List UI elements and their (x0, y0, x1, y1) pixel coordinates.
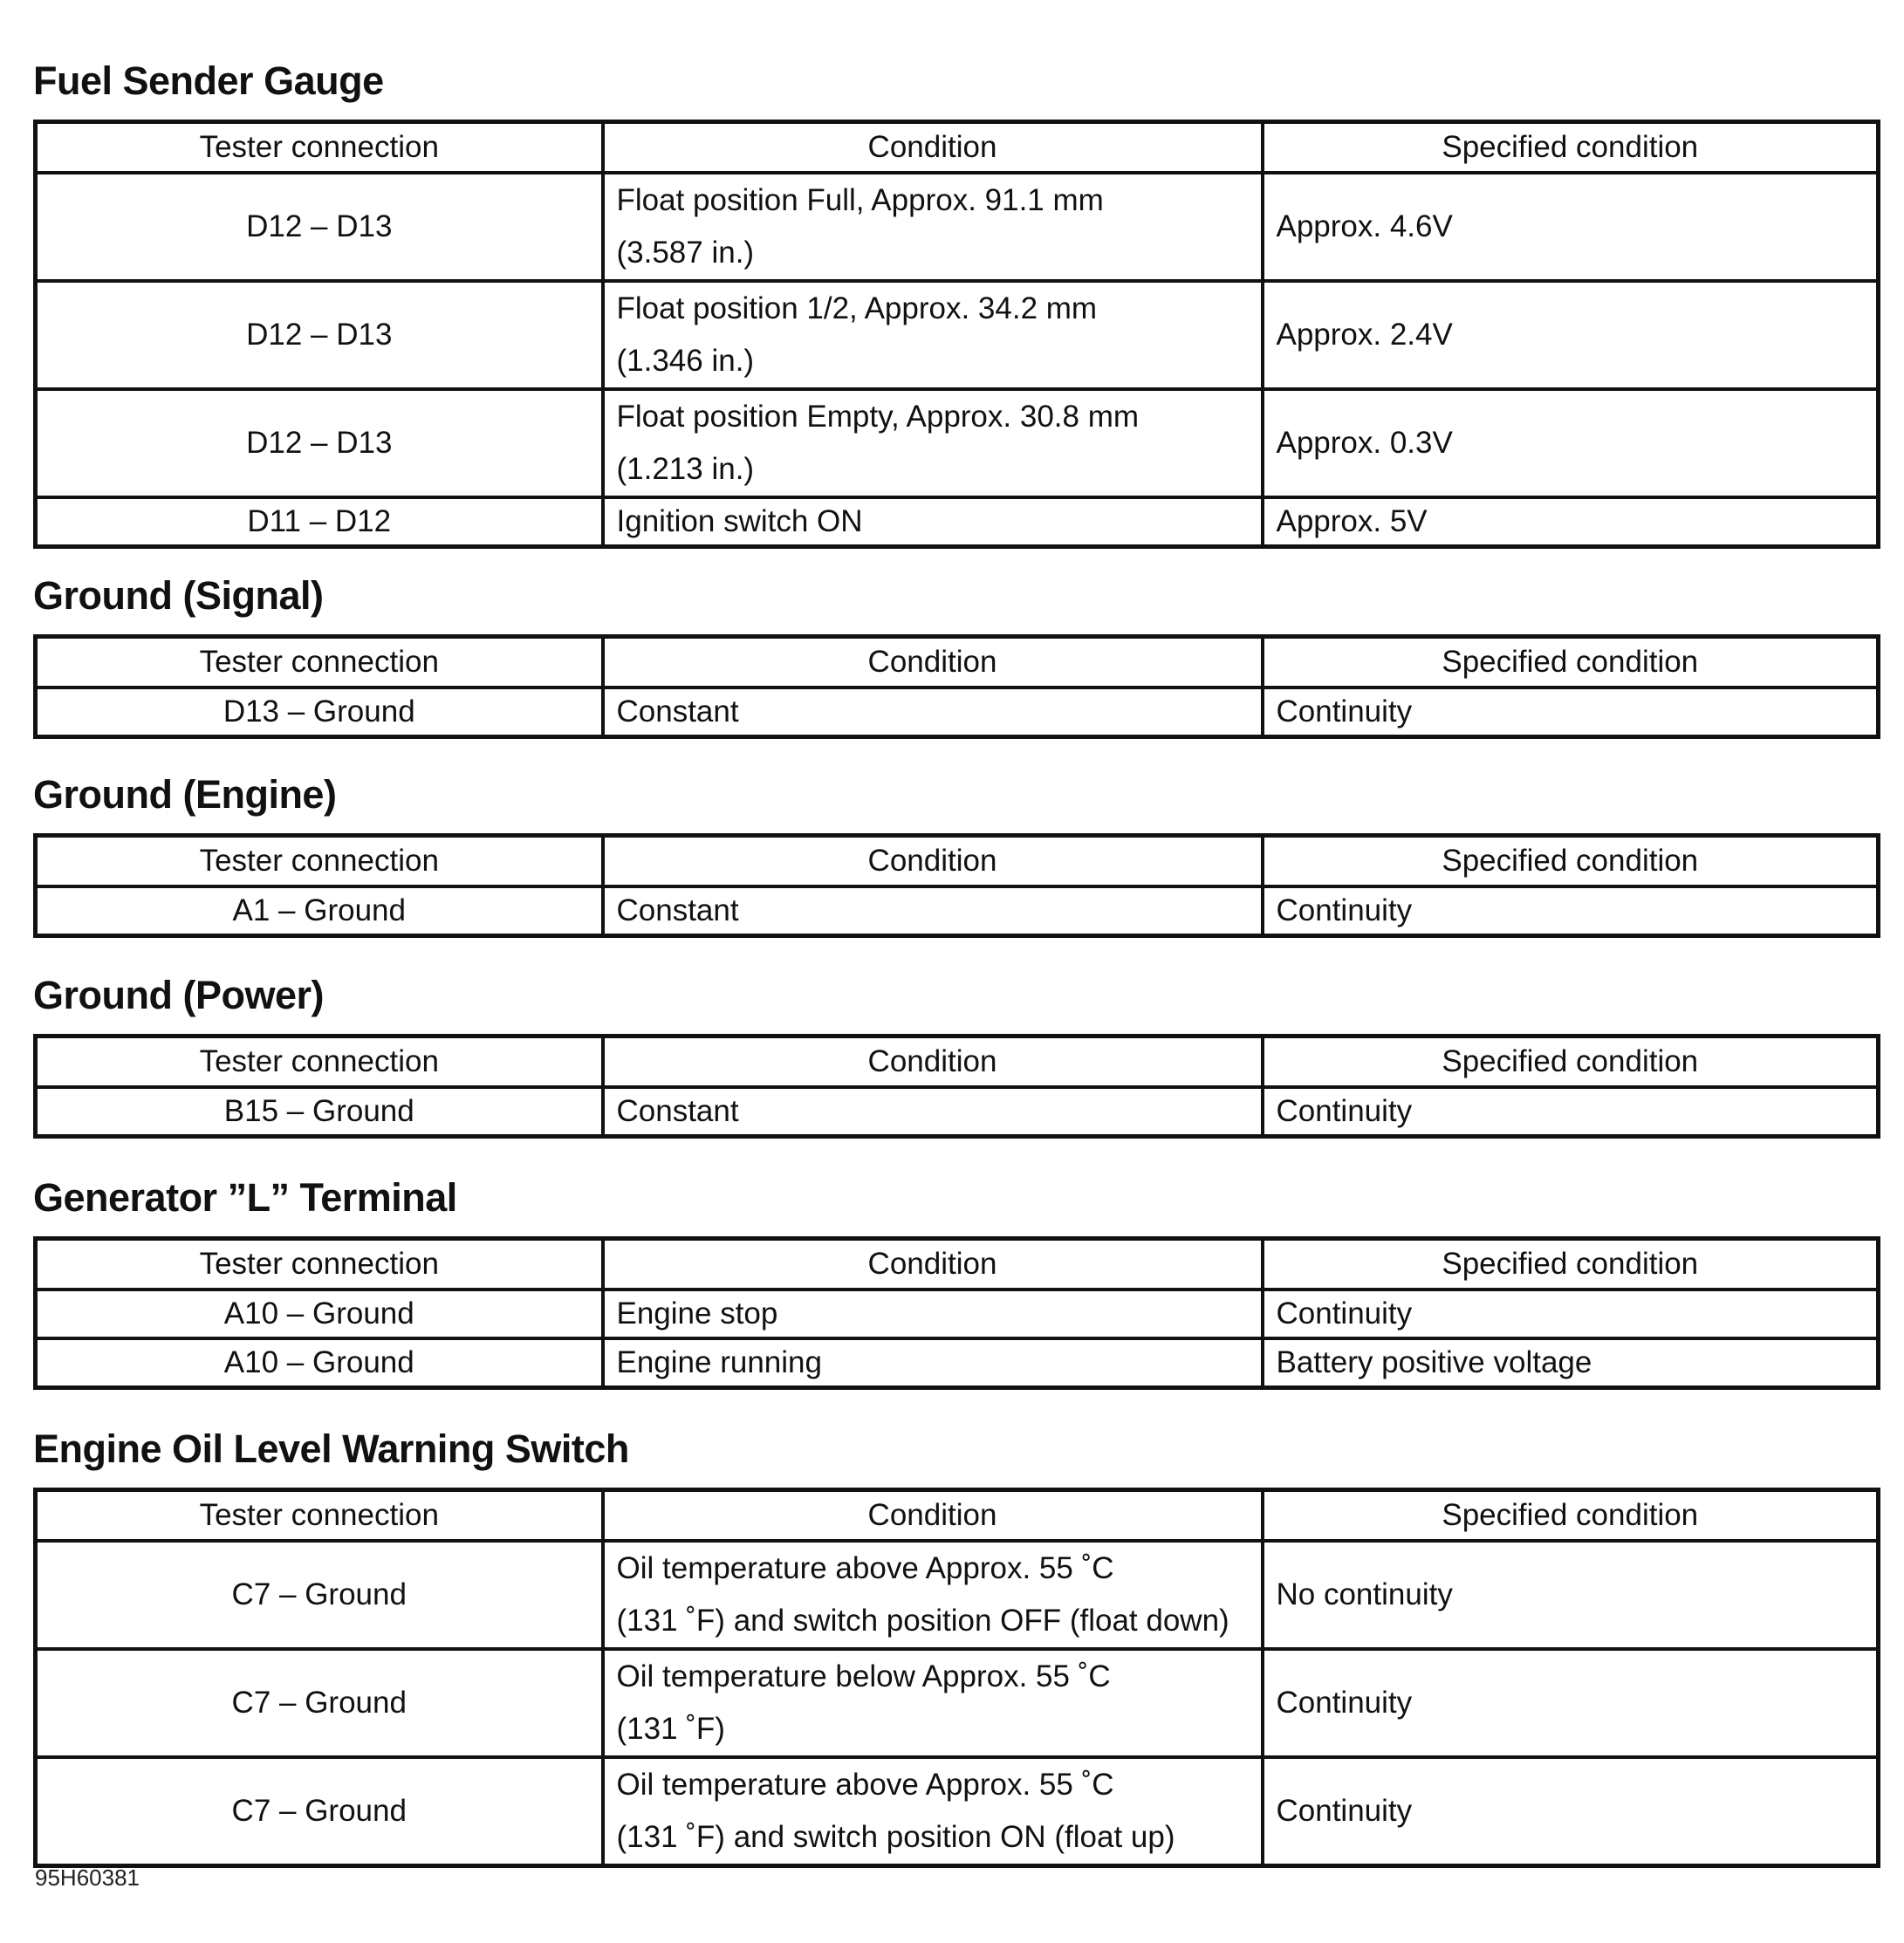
header-tester-connection: Tester connection (36, 1239, 603, 1290)
section-title: Ground (Power) (33, 973, 324, 1017)
header-condition: Condition (603, 1036, 1263, 1088)
table-row (36, 1087, 1879, 1137)
tester-connection-cell: C7 – Ground (36, 1649, 603, 1757)
specified-condition-cell: Continuity (1263, 688, 1879, 737)
condition-line: Oil temperature above Approx. 55 ˚C (616, 1551, 1114, 1585)
condition-cell: Engine running (603, 1338, 1263, 1388)
table-row (36, 173, 1879, 281)
condition-cell: Engine stop (603, 1290, 1263, 1338)
header-specified-condition: Specified condition (1263, 122, 1879, 174)
condition-line: (1.346 in.) (616, 344, 755, 378)
specified-condition-cell: Approx. 2.4V (1263, 281, 1879, 389)
section-engine-oil-level-warning-switch (33, 1426, 1876, 1868)
header-tester-connection: Tester connection (36, 637, 603, 688)
section-ground-power (33, 975, 1876, 1139)
specified-condition-cell: No continuity (1263, 1541, 1879, 1649)
condition-cell (603, 173, 1263, 281)
header-specified-condition: Specified condition (1263, 1036, 1879, 1088)
spec-table (33, 1034, 1880, 1139)
specified-condition-cell: Continuity (1263, 1087, 1879, 1137)
table-row (36, 886, 1879, 936)
section-title: Ground (Engine) (33, 772, 337, 817)
condition-cell (603, 1649, 1263, 1757)
specified-condition-cell: Approx. 5V (1263, 497, 1879, 547)
table-row (36, 1290, 1879, 1338)
tester-connection-cell: C7 – Ground (36, 1541, 603, 1649)
spec-table (33, 634, 1880, 739)
condition-cell (603, 389, 1263, 497)
section-title: Ground (Signal) (33, 573, 324, 618)
section-ground-signal (33, 573, 1876, 739)
spec-table (33, 1488, 1880, 1868)
header-tester-connection: Tester connection (36, 1490, 603, 1542)
section-generator-l-terminal (33, 1175, 1876, 1390)
tester-connection-cell: D12 – D13 (36, 281, 603, 389)
tester-connection-cell: C7 – Ground (36, 1757, 603, 1866)
tester-connection-cell: A1 – Ground (36, 886, 603, 936)
header-specified-condition: Specified condition (1263, 836, 1879, 887)
condition-cell: Ignition switch ON (603, 497, 1263, 547)
condition-line: Float position Full, Approx. 91.1 mm (616, 183, 1104, 217)
condition-line: (131 ˚F) and switch position ON (float up) (616, 1820, 1175, 1854)
header-row (36, 1239, 1879, 1290)
header-tester-connection: Tester connection (36, 1036, 603, 1088)
header-row (36, 1036, 1879, 1088)
header-row (36, 1490, 1879, 1542)
condition-cell (603, 281, 1263, 389)
table-row (36, 688, 1879, 737)
specified-condition-cell: Continuity (1263, 886, 1879, 936)
tester-connection-cell: A10 – Ground (36, 1290, 603, 1338)
spec-table (33, 833, 1880, 938)
header-condition: Condition (603, 1490, 1263, 1542)
header-condition: Condition (603, 637, 1263, 688)
section-title: Fuel Sender Gauge (33, 58, 384, 103)
spec-table (33, 1236, 1880, 1390)
figure-code: 95H60381 (35, 1864, 140, 1891)
header-tester-connection: Tester connection (36, 836, 603, 887)
section-title: Engine Oil Level Warning Switch (33, 1426, 629, 1471)
condition-line: (131 ˚F) and switch position OFF (float down) (616, 1604, 1229, 1638)
header-condition: Condition (603, 1239, 1263, 1290)
specified-condition-cell: Continuity (1263, 1290, 1879, 1338)
header-condition: Condition (603, 836, 1263, 887)
tester-connection-cell: D11 – D12 (36, 497, 603, 547)
section-ground-engine (33, 772, 1876, 938)
specified-condition-cell: Continuity (1263, 1649, 1879, 1757)
condition-line: (131 ˚F) (616, 1712, 725, 1746)
spec-table (33, 120, 1880, 549)
tester-connection-cell: A10 – Ground (36, 1338, 603, 1388)
table-row (36, 1757, 1879, 1866)
header-specified-condition: Specified condition (1263, 637, 1879, 688)
condition-cell: Constant (603, 688, 1263, 737)
condition-line: Float position Empty, Approx. 30.8 mm (616, 400, 1140, 434)
header-specified-condition: Specified condition (1263, 1490, 1879, 1542)
header-tester-connection: Tester connection (36, 122, 603, 174)
table-row (36, 281, 1879, 389)
condition-line: Oil temperature below Approx. 55 ˚C (616, 1659, 1111, 1693)
table-row (36, 1649, 1879, 1757)
specified-condition-cell: Approx. 0.3V (1263, 389, 1879, 497)
header-specified-condition: Specified condition (1263, 1239, 1879, 1290)
tester-connection-cell: B15 – Ground (36, 1087, 603, 1137)
table-row (36, 1338, 1879, 1388)
condition-cell: Constant (603, 1087, 1263, 1137)
tester-connection-cell: D12 – D13 (36, 173, 603, 281)
header-row (36, 836, 1879, 887)
section-title: Generator ”L” Terminal (33, 1175, 457, 1220)
condition-cell: Constant (603, 886, 1263, 936)
table-row (36, 389, 1879, 497)
condition-line: Float position 1/2, Approx. 34.2 mm (616, 291, 1098, 325)
header-row (36, 122, 1879, 174)
condition-cell (603, 1757, 1263, 1866)
condition-cell (603, 1541, 1263, 1649)
section-fuel-sender-gauge (33, 58, 1876, 549)
header-condition: Condition (603, 122, 1263, 174)
table-row (36, 497, 1879, 547)
table-row (36, 1541, 1879, 1649)
specified-condition-cell: Approx. 4.6V (1263, 173, 1879, 281)
header-row (36, 637, 1879, 688)
condition-line: Oil temperature above Approx. 55 ˚C (616, 1768, 1114, 1802)
specified-condition-cell: Battery positive voltage (1263, 1338, 1879, 1388)
tester-connection-cell: D13 – Ground (36, 688, 603, 737)
tester-connection-cell: D12 – D13 (36, 389, 603, 497)
condition-line: (3.587 in.) (616, 236, 755, 270)
condition-line: (1.213 in.) (616, 452, 755, 486)
specified-condition-cell: Continuity (1263, 1757, 1879, 1866)
